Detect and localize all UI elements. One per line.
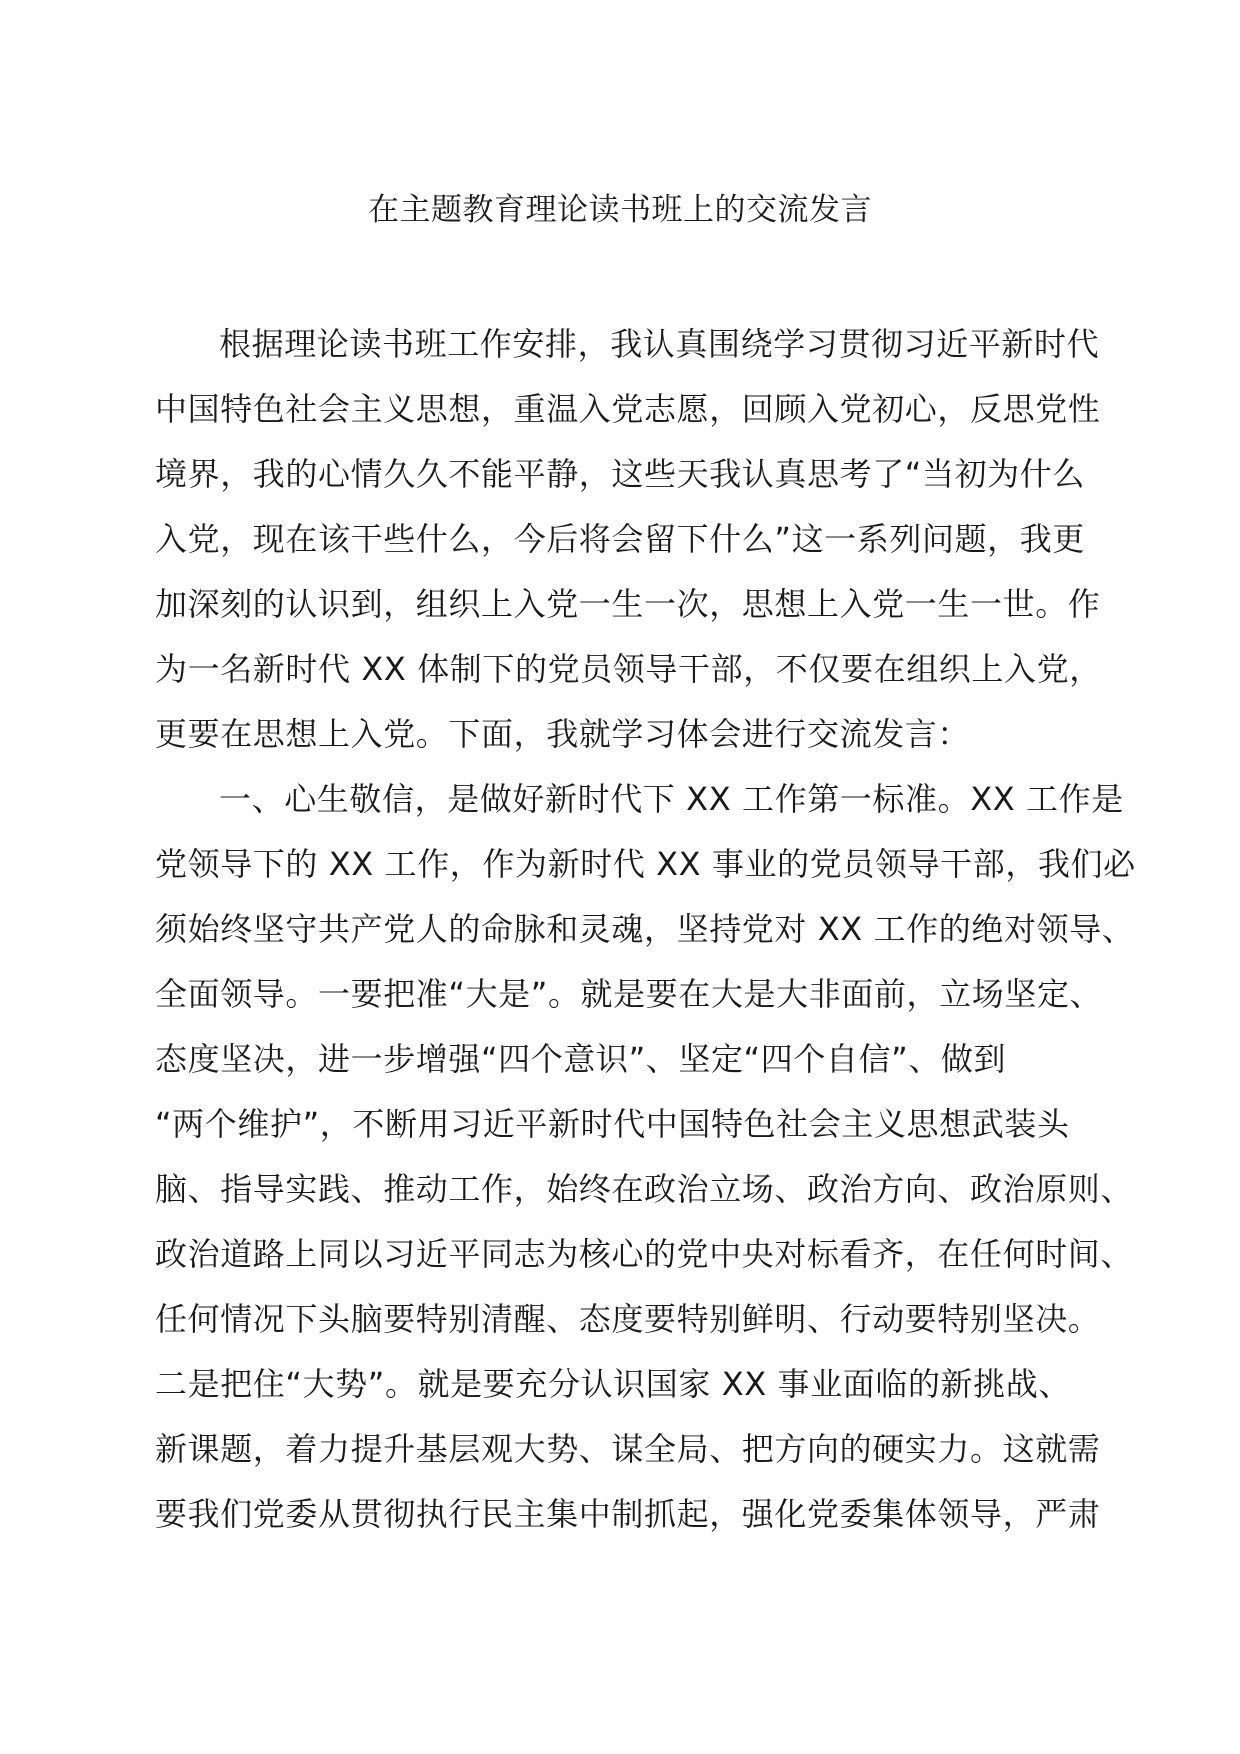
body-line: 政治道路上同以习近平同志为核心的党中央对标看齐，在任何时间、 <box>155 1235 1134 1273</box>
body-line: 党领导下的 XX 工作，作为新时代 XX 事业的党员领导干部，我们必 <box>155 845 1136 883</box>
body-line: 一、心生敬信，是做好新时代下 XX 工作第一标准。XX 工作是 <box>219 780 1124 818</box>
document-body <box>155 312 1136 1547</box>
body-line: 中国特色社会主义思想，重温入党志愿，回顾入党初心，反思党性 <box>155 390 1101 428</box>
body-line: 任何情况下头脑要特别清醒、态度要特别鲜明、行动要特别坚决。 <box>155 1300 1101 1338</box>
body-line: 境界，我的心情久久不能平静，这些天我认真思考了“当初为什么 <box>155 455 1085 493</box>
body-line: 二是把住“大势”。就是要充分认识国家 XX 事业面临的新挑战、 <box>155 1365 1071 1403</box>
body-line: “两个维护”，不断用习近平新时代中国特色社会主义思想武装头 <box>155 1105 1070 1143</box>
body-line: 脑、指导实践、推动工作，始终在政治立场、政治方向、政治原则、 <box>155 1170 1134 1208</box>
body-line: 根据理论读书班工作安排，我认真围绕学习贯彻习近平新时代 <box>219 325 1100 363</box>
body-line: 全面领导。一要把准“大是”。就是要在大是大非面前，立场坚定、 <box>155 975 1103 1013</box>
body-line: 态度坚决，进一步增强“四个意识”、坚定“四个自信”、做到 <box>155 1040 1007 1078</box>
body-line: 为一名新时代 XX 体制下的党员领导干部，不仅要在组织上入党， <box>155 650 1102 688</box>
body-line: 须始终坚守共产党人的命脉和灵魂，坚持党对 XX 工作的绝对领导、 <box>155 910 1135 948</box>
body-line: 加深刻的认识到，组织上入党一生一次，思想上入党一生一世。作 <box>155 585 1101 623</box>
body-line: 新课题，着力提升基层观大势、谋全局、把方向的硬实力。这就需 <box>155 1430 1101 1468</box>
body-line: 入党，现在该干些什么，今后将会留下什么”这一系列问题，我更 <box>155 520 1085 558</box>
body-line: 要我们党委从贯彻执行民主集中制抓起，强化党委集体领导，严肃 <box>155 1495 1101 1533</box>
document-title: 在主题教育理论读书班上的交流发言 <box>368 192 872 228</box>
body-line: 更要在思想上入党。下面，我就学习体会进行交流发言： <box>155 715 971 753</box>
